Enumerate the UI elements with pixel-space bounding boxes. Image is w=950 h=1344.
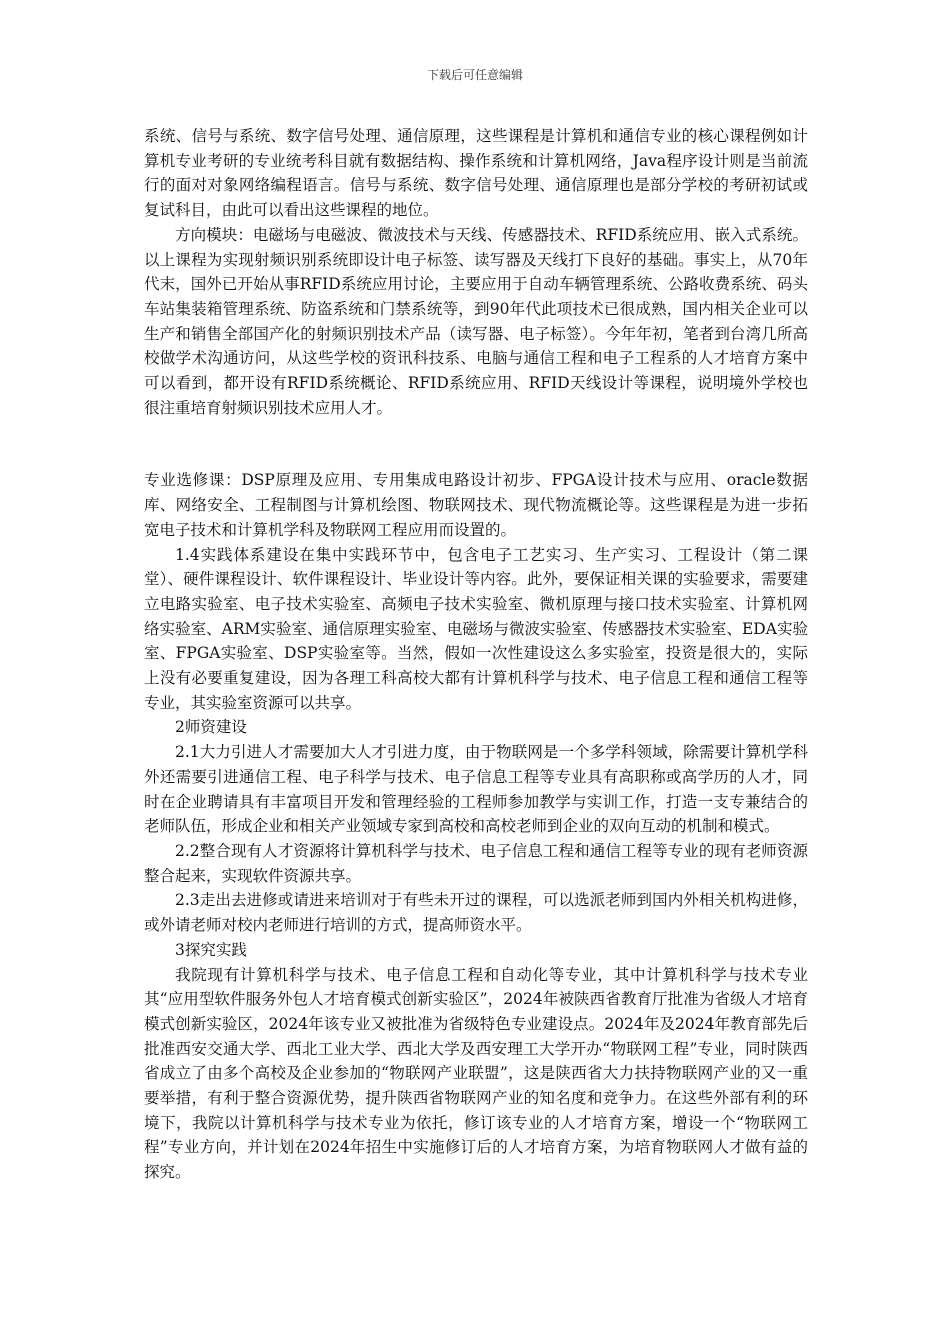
paragraph-direction-module: 方向模块：电磁场与电磁波、微波技术与天线、传感器技术、RFID系统应用、嵌入式系统。以上课程为实现射频识别系统即设计电子标签、读写器及天线打下良好的基础。事实上，从70年代末，国外已开始从事RFID系统应用讨论，主要应用于自动车辆管理系统、公路收费系统、码头车站集装箱管理系统、防盗系统和门禁系统等，到90年代此项技术已很成熟，国内相关企业可以生产和销售全部国产化的射频识别技术产品（读写器、电子标签）。今年年初，笔者到台湾几所高校做学术沟通访问，从这些学校的资讯科技系、电脑与通信工程和电子工程系的人才培育方案中可以看到，都开设有RFID系统概论、RFID系统应用、RFID天线设计等课程，说明境外学校也很注重培育射频识别技术应用人才。 xyxy=(144,225,808,417)
paragraph-resource-integration: 2.2整合现有人才资源将计算机科学与技术、电子信息工程和通信工程等专业的现有老师资源整合起来，实现软件资源共享。 xyxy=(144,841,808,885)
heading-faculty: 2师资建设 xyxy=(175,718,247,737)
paragraph-practice-system: 1.4实践体系建设在集中实践环节中，包含电子工艺实习、生产实习、工程设计（第二课堂）、硬件课程设计、软件课程设计、毕业设计等内容。此外，要保证相关课的实验要求，需要建立电路实验室、电子技术实验室、高频电子技术实验室、微机原理与接口技术实验室、计算机网络实验室、ARM实验室、通信原理实验室、电磁场与微波实验室、传感器技术实验室、EDA实验室、FPGA实验室、DSP实验室等。当然，假如一次性建设这么多实验室，投资是很大的，实际上没有必要重复建设，因为各理工科高校大都有计算机科学与技术、电子信息工程和通信工程等专业，其实验室资源可以共享。 xyxy=(144,545,808,712)
paragraph-talent-introduction: 2.1大力引进人才需要加大人才引进力度，由于物联网是一个多学科领域，除需要计算机学科外还需要引进通信工程、电子科学与技术、电子信息工程等专业具有高职称或高学历的人才，同时在企业聘请具有丰富项目开发和管理经验的工程师参加教学与实训工作，打造一支专兼结合的老师队伍，形成企业和相关产业领域专家到高校和高校老师到企业的双向互动的机制和模式。 xyxy=(144,743,808,836)
paragraph-exploration: 我院现有计算机科学与技术、电子信息工程和自动化等专业，其中计算机科学与技术专业其“应用型软件服务外包人才培育模式创新实验区”，2024年被陕西省教育厅批准为省级人才培育模式创新实验区，2024年该专业又被批准为省级特色专业建设点。2024年及2024年教育部先后批准西安交通大学、西北工业大学、西北大学及西安理工大学开办“物联网工程”专业，同时陕西省成立了由多个高校及企业参加的“物联网产业联盟”，这是陕西省大力扶持物联网产业的又一重要举措，有利于整合资源优势，提升陕西省物联网产业的知名度和竞争力。在这些外部有利的环境下，我院以计算机科学与技术专业为依托，修订该专业的人才培育方案，增设一个“物联网工程”专业方向，并计划在2024年招生中实施修订后的人才培育方案，为培育物联网人才做有益的探究。 xyxy=(144,965,808,1182)
heading-exploration: 3探究实践 xyxy=(175,940,247,959)
paragraph-elective-courses: 专业选修课：DSP原理及应用、专用集成电路设计初步、FPGA设计技术与应用、oracle数据库、网络安全、工程制图与计算机绘图、物联网技术、现代物流概论等。这些课程是为进一步拓宽电子技术和计算机学科及物联网工程应用而设置的。 xyxy=(144,471,808,539)
document-body xyxy=(144,124,808,1185)
page-header: 下载后可任意编辑 xyxy=(426,68,523,82)
paragraph-core-courses: 系统、信号与系统、数字信号处理、通信原理，这些课程是计算机和通信专业的核心课程例如计算机专业考研的专业统考科目就有数据结构、操作系统和计算机网络，Java程序设计则是当前流行的面对对象网络编程语言。信号与系统、数字信号处理、通信原理也是部分学校的考研初试或复试科目，由此可以看出这些课程的地位。 xyxy=(144,127,808,220)
paragraph-training: 2.3走出去进修或请进来培训对于有些未开过的课程，可以选派老师到国内外相关机构进修，或外请老师对校内老师进行培训的方式，提高师资水平。 xyxy=(144,891,808,935)
section-gap xyxy=(144,420,808,468)
